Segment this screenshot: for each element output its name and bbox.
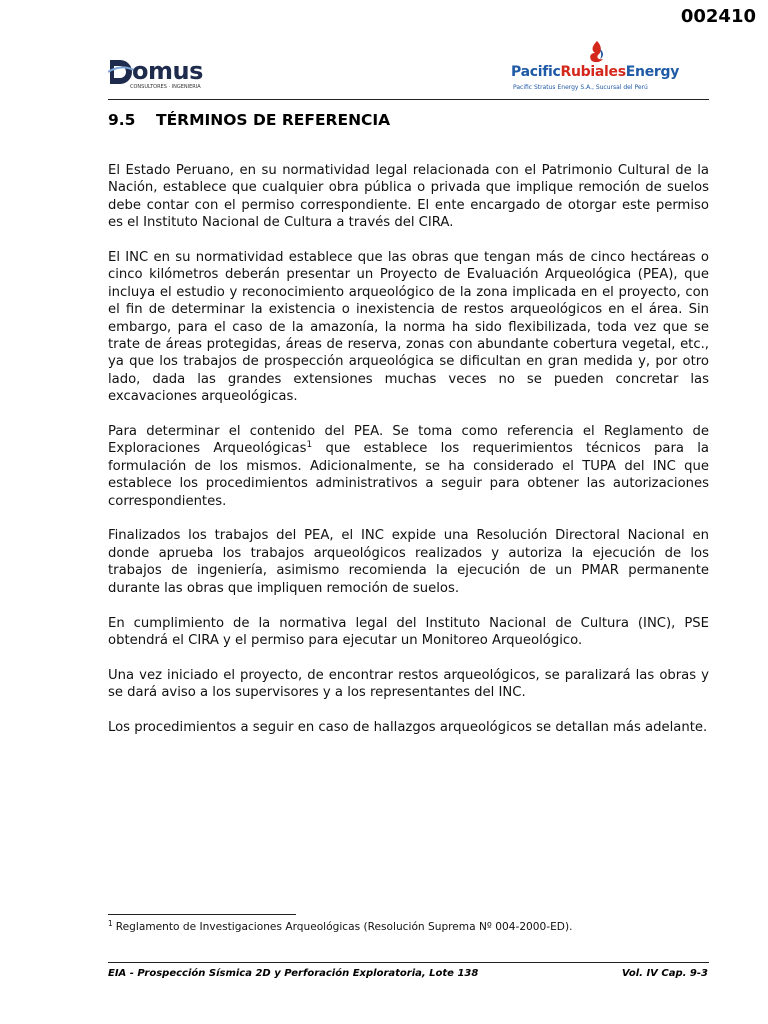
paragraph-2: El INC en su normatividad establece que las obras que tengan más de cinco hectáreas o cinco kilómetros deberán presentar un Proyecto de Evaluación Arqueológica (PEA), que incluya el estudio y reconocimiento arqueológico de la zona implicada en el proyecto, con el fin de determinar la existencia o inexistencia de restos arqueológicos en el área. Sin embargo, para el caso de la amazonía, la norma ha sido flexibilizada, toda vez que se trate de áreas protegidas, áreas de reserva, zonas con abundante cobertura vegetal, etc., ya que los trabajos de prospección arqueológica se dificultan en gran medida y, por otro lado, dada las grandes extensiones muchas veces no se pueden concretar las excavaciones arqueológicas. xyxy=(108,250,709,405)
paragraph-6: Una vez iniciado el proyecto, de encontrar restos arqueológicos, se paralizará las obras y se dará aviso a los supervisores y a los representantes del INC. xyxy=(108,667,709,701)
paragraph-3-before: Para determinar el contenido del PEA. Se toma como referencia el Reglamento de Exploraciones Arqueológicas xyxy=(108,424,709,457)
pacific-rubiales-name-part1: Pacific xyxy=(511,64,561,80)
domus-d-mark-icon xyxy=(108,58,134,86)
body-text xyxy=(108,162,709,754)
footnote-text: Reglamento de Investigaciones Arqueológicas (Resolución Suprema Nº 004-2000-ED). xyxy=(115,921,573,933)
paragraph-7: Los procedimientos a seguir en caso de hallazgos arqueológicos se detallan más adelante. xyxy=(108,719,708,735)
page-number: 002410 xyxy=(680,6,756,27)
pacific-rubiales-name-part2: Rubiales xyxy=(560,64,626,80)
footnote-divider xyxy=(108,914,296,915)
footer-page-ref: Vol. IV Cap. 9-3 xyxy=(621,968,708,979)
paragraph-3-after: que establece los requerimientos técnicos para la formulación de los mismos. Adicionalmente, se ha considerado el TUPA del INC que establece los procedimientos administrativos a seguir para obtener las autorizaciones correspondientes. xyxy=(108,441,709,509)
pacific-rubiales-tagline: Pacific Stratus Energy S.A., Sucursal del Perú xyxy=(513,84,648,91)
paragraph-1: El Estado Peruano, en su normatividad legal relacionada con el Patrimonio Cultural de la Nación, establece que cualquier obra pública o privada que implique remoción de suelos debe contar con el permiso correspondiente. El ente encargado de otorgar este permiso es el Instituto Nacional de Cultura a través del CIRA. xyxy=(108,163,709,231)
paragraph-3 xyxy=(108,423,709,510)
domus-logo-tagline: CONSULTORES · INGENIERIA xyxy=(130,84,201,90)
section-title: TÉRMINOS DE REFERENCIA xyxy=(156,111,391,129)
pacific-rubiales-name xyxy=(511,64,679,80)
pacific-rubiales-logo xyxy=(508,40,708,98)
footnote-reference[interactable]: 1 xyxy=(306,440,313,451)
footer-divider xyxy=(108,962,709,963)
domus-logo xyxy=(108,56,218,92)
paragraph-4: Finalizados los trabajos del PEA, el INC expide una Resolución Directoral Nacional en donde aprueba los trabajos arqueológicos realizados y autoriza la ejecución de los trabajos de ingeniería, asimismo recomienda la ejecución de un PMAR permanente durante las obras que impliquen remoción de suelos. xyxy=(108,528,709,596)
section-number: 9.5 xyxy=(108,111,136,129)
pacific-rubiales-name-part3: Energy xyxy=(625,64,680,80)
footnote-marker: 1 xyxy=(108,919,113,928)
footnote xyxy=(108,921,708,933)
header-divider xyxy=(108,99,709,100)
paragraph-5: En cumplimiento de la normativa legal del Instituto Nacional de Cultura (INC), PSE obtendrá el CIRA y el permiso para ejecutar un Monitoreo Arqueológico. xyxy=(108,615,709,648)
domus-logo-text: omus xyxy=(132,57,203,85)
pacific-rubiales-flame-icon xyxy=(586,40,608,64)
section-heading xyxy=(108,111,390,129)
footer-document-title: EIA - Prospección Sísmica 2D y Perforación Exploratoria, Lote 138 xyxy=(108,968,479,979)
